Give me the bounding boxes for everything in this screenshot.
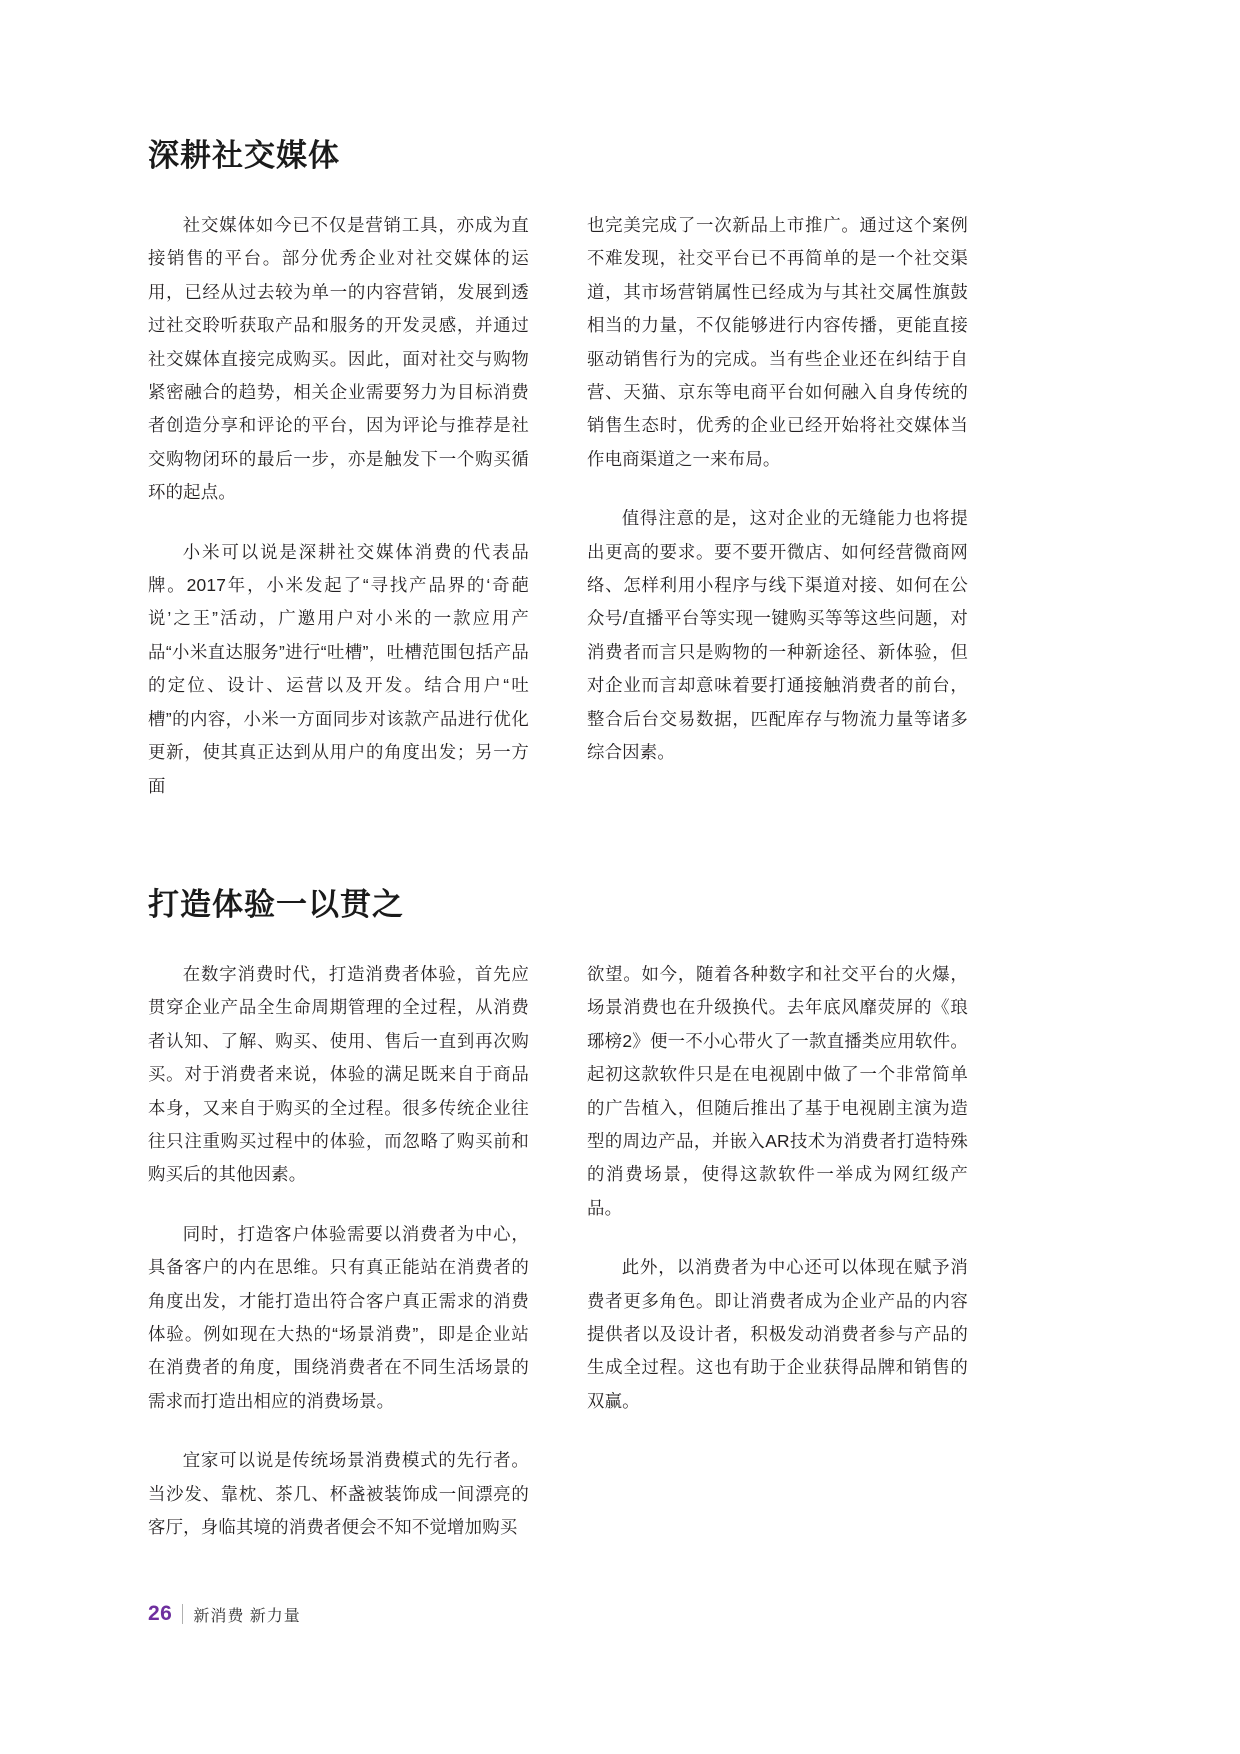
paragraph: 同时，打造客户体验需要以消费者为中心，具备客户的内在思维。只有真正能站在消费者的角度出发，才能打造出符合客户真正需求的消费体验。例如现在大热的“场景消费”，即是企业站在消费者的角度，围绕消费者在不同生活场景的需求而打造出相应的消费场景。	[148, 1223, 529, 1411]
paragraph: 值得注意的是，这对企业的无缝能力也将提出更高的要求。要不要开微店、如何经营微商网络、怎样利用小程序与线下渠道对接、如何在公众号/直播平台等实现一键购买等等这些问题，对消费者而言只是购物的一种新途径、新体验，但对企业而言却意味着要打通接触消费者的前台，整合后台交易数据，匹配库存与物流力量等诸多综合因素。	[587, 508, 968, 763]
section-social-media	[148, 130, 968, 803]
footer-label: 新消费 新力量	[193, 1607, 301, 1625]
paragraph: 社交媒体如今已不仅是营销工具，亦成为直接销售的平台。部分优秀企业对社交媒体的运用，已经从过去较为单一的内容营销，发展到透过社交聆听获取产品和服务的开发灵感，并通过社交媒体直接完成购买。因此，面对社交与购物紧密融合的趋势，相关企业需要努力为目标消费者创造分享和评论的平台，因为评论与推荐是社交购物闭环的最后一步，亦是触发下一个购买循环的起点。	[148, 215, 529, 503]
two-column-layout	[148, 209, 968, 803]
page-footer	[148, 1602, 301, 1626]
paragraph: 此外，以消费者为中心还可以体现在赋予消费者更多角色。即让消费者成为企业产品的内容提供者以及设计者，积极发动消费者参与产品的生成全过程。这也有助于企业获得品牌和销售的双赢。	[587, 1257, 968, 1411]
right-column	[587, 958, 968, 1545]
paragraph: 小米可以说是深耕社交媒体消费的代表品牌。2017年，小米发起了“寻找产品界的‘奇葩说’之王”活动，广邀用户对小米的一款应用产品“小米直达服务”进行“吐槽”，吐槽范围包括产品的定位、设计、运营以及开发。结合用户“吐槽”的内容，小米一方面同步对该款产品进行优化更新，使其真正达到从用户的角度出发；另一方面	[148, 541, 529, 796]
section-experience	[148, 879, 968, 1545]
paragraph: 在数字消费时代，打造消费者体验，首先应贯穿企业产品全生命周期管理的全过程，从消费者认知、了解、购买、使用、售后一直到再次购买。对于消费者来说，体验的满足既来自于商品本身，又来自于购买的全过程。很多传统企业往往只注重购买过程中的体验，而忽略了购买前和购买后的其他因素。	[148, 963, 529, 1185]
left-column	[148, 209, 529, 803]
paragraph: 也完美完成了一次新品上市推广。通过这个案例不难发现，社交平台已不再简单的是一个社交渠道，其市场营销属性已经成为与其社交属性旗鼓相当的力量，不仅能够进行内容传播，更能直接驱动销售行为的完成。当有些企业还在纠结于自营、天猫、京东等电商平台如何融入自身传统的销售生态时，优秀的企业已经开始将社交媒体当作电商渠道之一来布局。	[587, 215, 968, 469]
footer-divider	[182, 1604, 183, 1624]
left-column	[148, 958, 529, 1545]
paragraph: 宜家可以说是传统场景消费模式的先行者。当沙发、靠枕、茶几、杯盏被装饰成一间漂亮的客厅，身临其境的消费者便会不知不觉增加购买	[148, 1450, 529, 1537]
two-column-layout	[148, 958, 968, 1545]
right-column	[587, 209, 968, 803]
paragraph: 欲望。如今，随着各种数字和社交平台的火爆，场景消费也在升级换代。去年底风靡荧屏的《琅琊榜2》便一不小心带火了一款直播类应用软件。起初这款软件只是在电视剧中做了一个非常简单的广告植入，但随后推出了基于电视剧主演为造型的周边产品，并嵌入AR技术为消费者打造特殊的消费场景，使得这款软件一举成为网红级产品。	[587, 963, 968, 1218]
page-number: 26	[148, 1602, 173, 1625]
page-content	[148, 130, 968, 1544]
section-title: 打造体验一以贯之	[148, 886, 404, 922]
section-title: 深耕社交媒体	[148, 138, 340, 173]
